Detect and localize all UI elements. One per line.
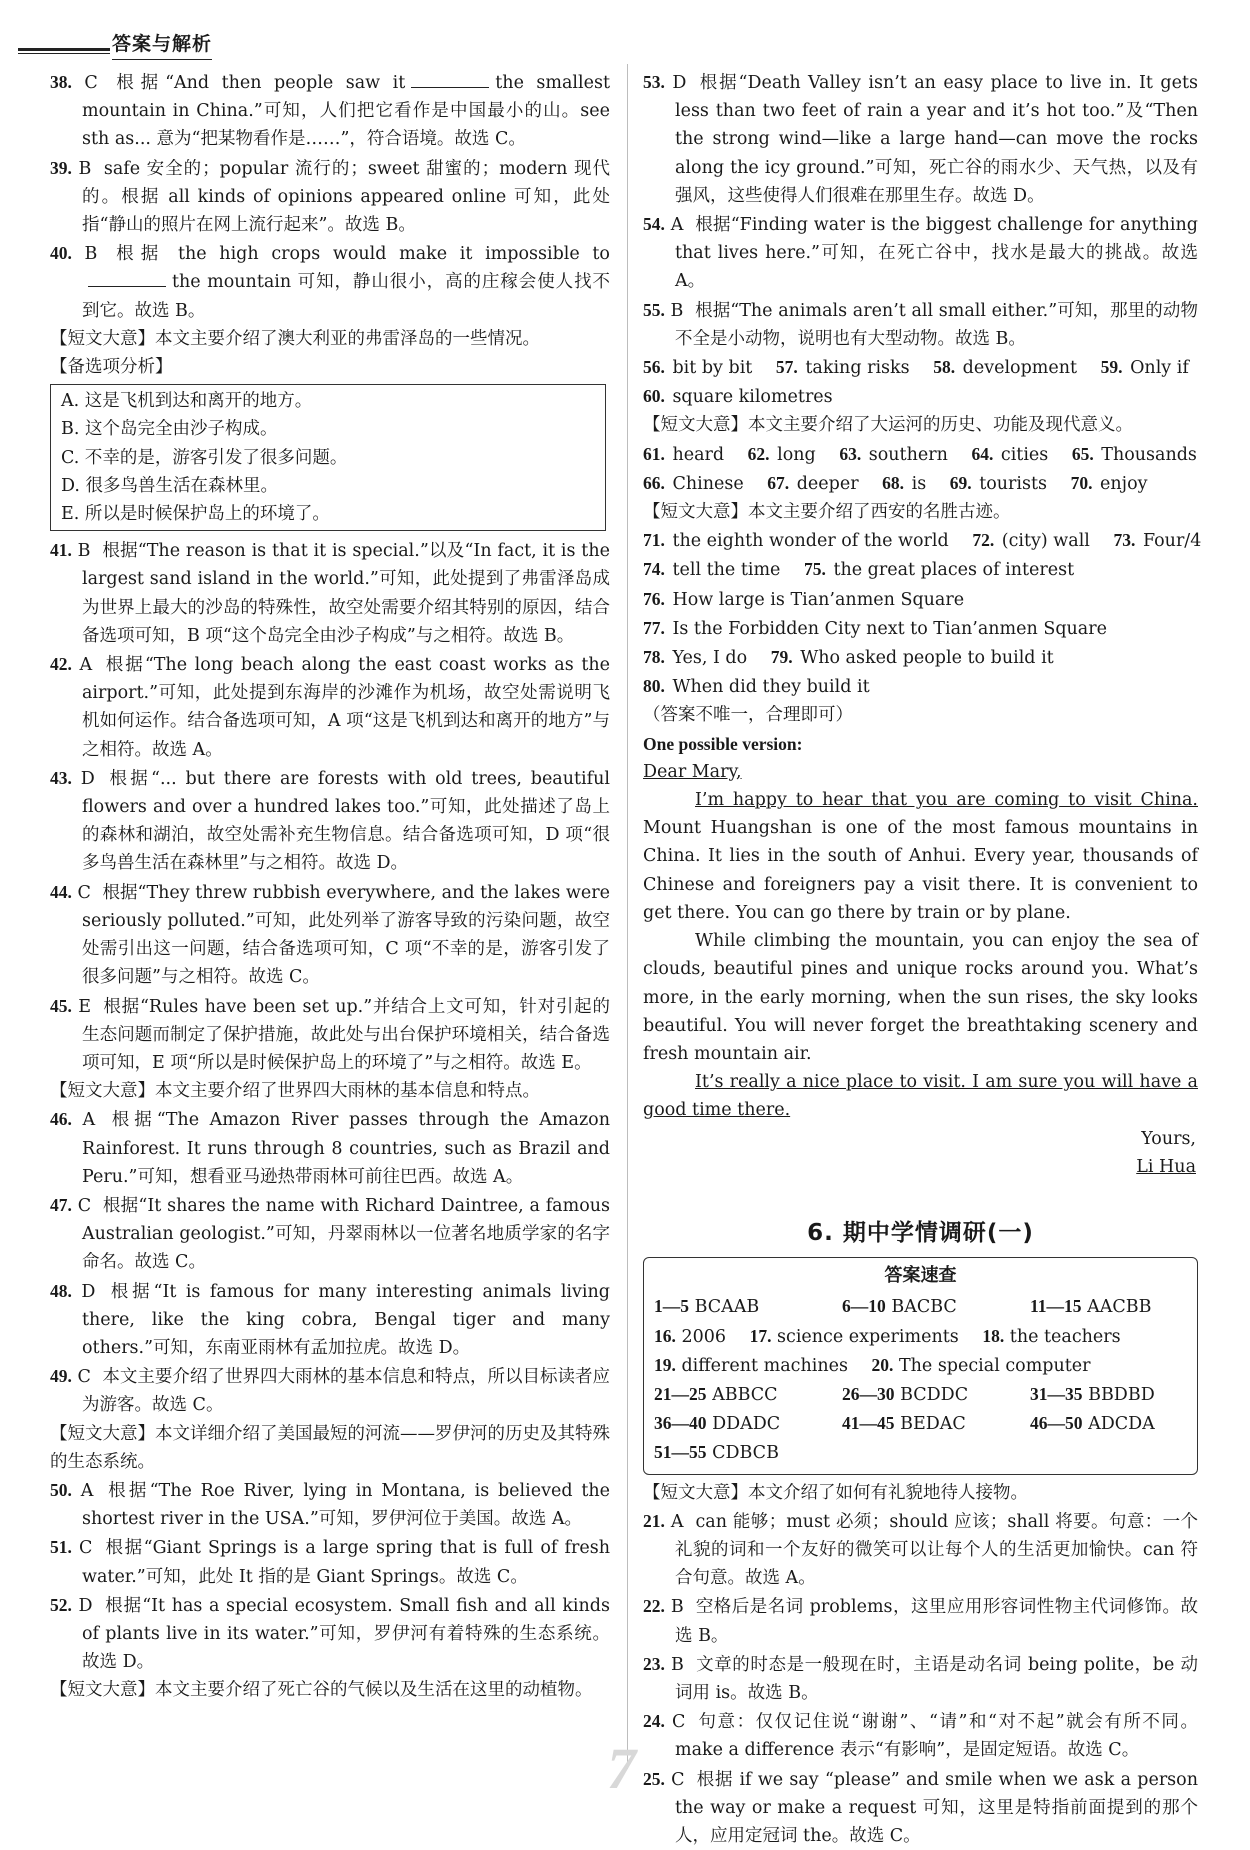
question-number: 77. <box>643 617 665 638</box>
question-number: 70. <box>1070 472 1093 493</box>
answer-text: taking risks <box>805 358 910 379</box>
question-range: 26—30 <box>842 1383 895 1404</box>
answer-grid-row <box>654 1292 1187 1321</box>
explanation-text: 根据“The Roe River, lying in Montana, is believed the shortest river in the USA.”可知，罗伊河位于美国。故选 A。 <box>82 1480 610 1530</box>
answer-letter: D <box>672 73 687 93</box>
answer-text: Who asked people to build it <box>800 648 1054 669</box>
question-number: 63. <box>839 443 862 464</box>
question-number: 55. <box>643 299 665 320</box>
essay-signature <box>643 1153 1198 1181</box>
answer-item <box>50 1533 610 1590</box>
question-number: 74. <box>643 559 665 580</box>
explanation-text: 根据“The long beach along the east coast works as the airport.”可知，此处提到东海岸的沙滩作为机场，故空处需说明飞机如何运作。结合备选项可知，A 项“这是飞机到达和离开的地方”与之相符。故选 A。 <box>82 655 610 760</box>
answer-item <box>643 1650 1198 1707</box>
answer-item <box>50 1105 610 1191</box>
sample-essay <box>643 730 1198 1181</box>
option-item: D. 很多鸟兽生活在森林里。 <box>61 475 279 496</box>
answer-letter: B <box>77 541 91 562</box>
answer-letter: D <box>78 1595 93 1616</box>
question-range: 41—45 <box>842 1413 895 1434</box>
answer-letter: B <box>671 1654 684 1675</box>
answer-item <box>50 239 610 325</box>
essay-closing: Yours, <box>1141 1128 1196 1149</box>
explanation-text: 根据“And then people saw it <box>116 73 406 93</box>
question-range: 31—35 <box>1030 1383 1083 1404</box>
answer-quick-check-box <box>643 1257 1198 1474</box>
answer-letters: BCDDC <box>900 1384 969 1405</box>
explanation-text: can 能够；must 必须；should 应该；shall 将要。句意：一个礼貌的词和一个友好的微笑可以让每个人的生活更加愉快。can 符合句意。故选 A。 <box>675 1511 1198 1589</box>
answer-text: heard <box>672 444 725 465</box>
answer-text: southern <box>868 444 948 465</box>
answer-letter: C <box>84 73 98 93</box>
explanation-text: 根据“It is famous for many interesting animals living there, like the king cobra, Bengal tiger and many others.”可知，东南亚雨林有孟加拉虎。故选 D。 <box>82 1281 610 1358</box>
explanation-text: 根据 the high crops would make it impossible to <box>116 244 610 265</box>
question-range: 36—40 <box>654 1413 707 1434</box>
answer-line <box>654 1322 1187 1351</box>
question-number: 40. <box>50 243 72 264</box>
answer-item <box>50 992 610 1078</box>
explanation-text: 根据“It has a special ecosystem. Small fish and all kinds of plants live in its water.”可知，罗伊河有着特殊的生态系统。故选 D。 <box>82 1595 610 1673</box>
option-item: B. 这个岛完全由沙子构成。 <box>61 419 278 440</box>
passage-summary: 【短文大意】本文主要介绍了澳大利亚的弗雷泽岛的一些情况。 <box>50 328 540 349</box>
question-number: 23. <box>643 1653 665 1674</box>
answer-text: the teachers <box>1009 1326 1121 1347</box>
passage-summary: 【短文大意】本文主要介绍了大运河的历史、功能及现代意义。 <box>643 415 1133 436</box>
answer-row <box>643 440 1198 469</box>
answer-grid-row <box>654 1438 1187 1467</box>
answer-text: science experiments <box>777 1326 959 1347</box>
answer-text: When did they build it <box>672 677 870 698</box>
essay-paragraph: While climbing the mountain, you can enjoy the sea of clouds, beautiful pines and unique rocks around you. What’s more, in the early morning, when the sun rises, the sky looks beautiful. You will never forget the breathtaking scenery and fresh mountain air. <box>643 931 1198 1064</box>
answer-text: tell the time <box>672 560 781 581</box>
question-number: 25. <box>643 1768 665 1789</box>
question-number: 17. <box>749 1325 772 1346</box>
explanation-text: 句意：仅仅记住说“谢谢”、“请”和“对不起”就会有所不同。make a difference 表示“有影响”，是固定短语。故选 C。 <box>675 1712 1198 1761</box>
options-heading: 【备选项分析】 <box>50 357 173 378</box>
page-number: 7 <box>607 1736 636 1801</box>
option-item: C. 不幸的是，游客引发了很多问题。 <box>61 447 348 468</box>
answer-text: Thousands <box>1101 444 1197 465</box>
answer-item <box>50 764 610 878</box>
passage-summary: 【短文大意】本文介绍了如何有礼貌地待人接物。 <box>643 1482 1028 1503</box>
answer-item <box>643 1765 1198 1850</box>
answer-letter: D <box>81 1281 96 1302</box>
blank-line <box>88 269 166 287</box>
question-number: 58. <box>933 357 956 378</box>
answer-item <box>50 878 610 992</box>
essay-paragraph <box>643 1068 1198 1124</box>
essay-paragraph <box>643 786 1198 927</box>
question-number: 64. <box>971 443 994 464</box>
answer-text: Is the Forbidden City next to Tian’anmen Square <box>672 618 1107 639</box>
question-number: 76. <box>643 588 665 609</box>
explanation-text: 空格后是名词 problems，这里应用形容词性物主代词修饰。故选 B。 <box>675 1597 1198 1646</box>
answer-text: deeper <box>796 473 859 494</box>
question-number: 24. <box>643 1711 665 1732</box>
explanation-text: 根据“... but there are forests with old trees, beautiful flowers and over a hundred lakes too.”可知，此处描述了岛上的森林和湖泊，故空处需补充生物信息。结合备选项可知，D 项“很多鸟兽生活在森林里”与之相符。故选 D。 <box>82 768 610 874</box>
question-number: 50. <box>50 1479 72 1500</box>
question-number: 71. <box>643 530 665 551</box>
answer-letters: BACBC <box>891 1297 957 1318</box>
question-range: 51—55 <box>654 1442 707 1463</box>
question-number: 44. <box>50 881 72 902</box>
answer-row <box>643 526 1202 555</box>
question-number: 18. <box>982 1325 1005 1346</box>
question-number: 66. <box>643 472 665 493</box>
answer-letter: D <box>80 768 95 789</box>
answer-letter: C <box>671 1769 685 1790</box>
explanation-text: 根据“The reason is that it is special.”以及“In fact, it is the largest sand island in the world.”可知，此处提到了弗雷泽岛成为世界上最大的沙岛的特殊性，故空处需要介绍其特别的原因，结合备选项可知，B 项“这个岛完全由沙子构成”与之相符。故选 B。 <box>82 541 610 646</box>
answer-letter: A <box>79 655 93 676</box>
page-header <box>18 22 233 62</box>
answer-letter: B <box>84 244 98 265</box>
answer-row <box>643 555 1198 584</box>
question-number: 20. <box>871 1354 894 1375</box>
explanation-text: 本文主要介绍了世界四大雨林的基本信息和特点，所以目标读者应为游客。故选 C。 <box>82 1367 610 1416</box>
answer-letters: BBDBD <box>1088 1384 1155 1405</box>
answer-letters: CDBCB <box>712 1443 779 1464</box>
answer-text: Only if <box>1130 358 1189 379</box>
passage-summary: 【短文大意】本文主要介绍了死亡谷的气候以及生活在这里的动植物。 <box>50 1680 593 1701</box>
essay-heading: One possible version: <box>643 733 803 754</box>
question-range: 46—50 <box>1030 1413 1083 1434</box>
essay-underlined-sentence: It’s really a nice place to visit. I am sure you will have a good time there. <box>643 1072 1198 1121</box>
answer-note: （答案不唯一，合理即可） <box>643 705 853 726</box>
answer-text: How large is Tian’anmen Square <box>672 589 965 610</box>
option-item: E. 所以是时候保护岛上的环境了。 <box>61 504 330 525</box>
answer-text: The special computer <box>898 1355 1091 1376</box>
answer-text: bit by bit <box>672 358 753 379</box>
answer-text: cities <box>1000 444 1049 465</box>
answer-letters: ABBCC <box>712 1384 778 1405</box>
question-number: 16. <box>654 1325 676 1346</box>
right-column <box>643 68 1202 1850</box>
answer-letter: C <box>671 1712 686 1733</box>
question-number: 79. <box>770 647 793 668</box>
answer-letter: A <box>670 1511 684 1532</box>
question-number: 45. <box>50 995 72 1016</box>
blank-line <box>411 70 489 88</box>
question-range: 21—25 <box>654 1383 707 1404</box>
question-number: 65. <box>1071 443 1094 464</box>
answer-letter: B <box>78 158 92 179</box>
answer-text: is <box>911 473 927 494</box>
answer-text: Four/4 <box>1142 531 1202 552</box>
question-number: 39. <box>50 157 72 178</box>
question-number: 61. <box>643 443 665 464</box>
question-number: 54. <box>643 214 665 235</box>
answer-letter: B <box>670 1597 684 1618</box>
answer-item <box>50 650 610 764</box>
answer-item <box>50 1191 610 1277</box>
question-number: 72. <box>972 530 995 551</box>
answer-item <box>50 1362 610 1419</box>
answer-text: development <box>962 358 1078 379</box>
question-number: 53. <box>643 72 665 92</box>
answer-item <box>643 296 1198 353</box>
answer-line <box>654 1351 1187 1380</box>
answer-letters: BCAAB <box>694 1297 760 1318</box>
answer-text: 2006 <box>681 1326 726 1347</box>
passage-summary: 【短文大意】本文主要介绍了世界四大雨林的基本信息和特点。 <box>50 1081 540 1102</box>
explanation-text: 根据“Finding water is the biggest challenge for anything that lives here.”可知，在死亡谷中，找水是最大的挑战。故选 A。 <box>675 215 1198 292</box>
question-number: 19. <box>654 1354 676 1375</box>
question-number: 62. <box>747 443 770 464</box>
question-number: 80. <box>643 676 665 697</box>
answer-text: the great places of interest <box>833 560 1075 581</box>
question-number: 21. <box>643 1510 665 1531</box>
answer-grid-row <box>654 1409 1187 1438</box>
answer-text: square kilometres <box>672 387 833 408</box>
question-number: 48. <box>50 1280 72 1301</box>
question-range: 6—10 <box>842 1296 886 1317</box>
answer-grid-row <box>654 1380 1187 1409</box>
answer-letter: C <box>79 1538 93 1559</box>
answer-text: (city) wall <box>1001 531 1090 552</box>
question-number: 43. <box>50 767 72 788</box>
header-title: 答案与解析 <box>112 29 212 60</box>
question-number: 75. <box>803 559 826 580</box>
essay-underlined-sentence: I’m happy to hear that you are coming to visit China. <box>695 790 1198 811</box>
answer-item <box>643 1507 1198 1593</box>
answer-letter: B <box>670 300 684 321</box>
question-range: 1—5 <box>654 1296 689 1317</box>
answer-item <box>643 68 1198 210</box>
answer-text: Chinese <box>672 473 744 494</box>
quick-check-title: 答案速查 <box>884 1265 957 1287</box>
explanation-text: 根据 if we say “please” and smile when we ask a person the way or make a request 可知，这里是特指前面提到的那个人，应用定冠词 the。故选 C。 <box>675 1769 1198 1846</box>
question-number: 22. <box>643 1596 665 1617</box>
explanation-text: 根据“Giant Springs is a large spring that is full of fresh water.”可知，此处 It 指的是 Giant Springs。故选 C。 <box>82 1538 610 1587</box>
question-number: 42. <box>50 654 72 675</box>
explanation-text: 根据“Rules have been set up.”并结合上文可知，针对引起的生态问题而制定了保护措施，故此处与出台保护环境相关，结合备选项可知，E 项“所以是时候保护岛上的环境了”与之相符。故选 E。 <box>82 996 610 1073</box>
question-number: 68. <box>882 472 905 493</box>
explanation-text: safe 安全的；popular 流行的；sweet 甜蜜的；modern 现代的。根据 all kinds of opinions appeared online 可知，此处指“静山的照片在网上流行起来”。故选 B。 <box>82 158 610 236</box>
answer-item <box>643 210 1198 296</box>
answer-letter: C <box>77 1367 91 1388</box>
answer-text: long <box>777 444 816 465</box>
answer-item <box>50 68 610 154</box>
answer-letters: DDADC <box>712 1414 781 1435</box>
answer-text: tourists <box>979 473 1047 494</box>
question-number: 52. <box>50 1594 72 1615</box>
answer-letters: BEDAC <box>900 1414 966 1435</box>
answer-letter: A <box>80 1480 94 1501</box>
question-number: 49. <box>50 1366 72 1387</box>
answer-letter: C <box>77 1195 92 1216</box>
answer-letters: AACBB <box>1087 1297 1152 1318</box>
explanation-text: 根据“Death Valley isn’t an easy place to live in. It gets less than two feet of rain a year and it’s hot too.”及“Then the strong wind—like a large hand—can move the rocks along the icy ground.”可知，死亡谷的雨水少、天气热，以及有强风，这些使得人们很难在那里生存。故选 D。 <box>675 73 1198 206</box>
question-range: 11—15 <box>1030 1296 1082 1317</box>
answer-item <box>50 154 610 240</box>
question-number: 51. <box>50 1537 72 1558</box>
answer-text: enjoy <box>1100 473 1148 494</box>
answer-text: different machines <box>681 1355 848 1376</box>
answer-row <box>643 643 1198 672</box>
answer-text: Yes, I do <box>672 648 748 669</box>
answer-row <box>643 382 1198 411</box>
answer-item <box>643 1707 1198 1764</box>
question-number: 59. <box>1100 357 1123 378</box>
answer-item <box>50 1277 610 1363</box>
question-number: 69. <box>949 472 972 493</box>
question-number: 73. <box>1113 530 1136 551</box>
answer-row <box>643 614 1198 643</box>
question-number: 78. <box>643 647 665 668</box>
answer-row <box>643 353 1198 382</box>
answer-item <box>50 1591 610 1677</box>
explanation-text: the smallest mountain in China.”可知，人们把它看作是中国最小的山。see sth as... 意为“把某物看作是……”，符合语境。故选 C。 <box>82 73 610 150</box>
answer-item <box>643 1592 1198 1649</box>
question-number: 47. <box>50 1194 72 1215</box>
answer-row <box>643 672 1198 701</box>
question-number: 38. <box>50 72 72 92</box>
question-number: 60. <box>643 386 665 407</box>
answer-item <box>50 536 610 650</box>
question-number: 41. <box>50 540 72 561</box>
explanation-text: 根据“They threw rubbish everywhere, and the lakes were seriously polluted.”可知，此处列举了游客导致的污染问题，故空处需引出这一问题，结合备选项可知，C 项“不幸的是，游客引发了很多问题”与之相符。故选 C。 <box>82 882 610 988</box>
explanation-text: 根据“The Amazon River passes through the Amazon Rainforest. It runs through 8 countries, such as Brazil and Peru.”可知，想看亚马逊热带雨林可前往巴西。故选 A。 <box>82 1110 610 1187</box>
explanation-text: 根据“The animals aren’t all small either.”可知，那里的动物不全是小动物，说明也有大型动物。故选 B。 <box>675 300 1198 349</box>
question-number: 46. <box>50 1109 72 1130</box>
answer-letter: E <box>78 996 92 1017</box>
explanation-text: the mountain 可知，静山很小，高的庄稼会使人找不到它。故选 B。 <box>82 272 610 321</box>
column-divider <box>627 64 628 1769</box>
question-number: 67. <box>767 472 790 493</box>
question-number: 57. <box>775 357 798 378</box>
header-rule <box>18 48 110 54</box>
answer-letter: A <box>670 215 684 236</box>
answer-item <box>50 1476 610 1533</box>
answer-row <box>643 585 1198 614</box>
passage-summary: 【短文大意】本文详细介绍了美国最短的河流——罗伊河的历史及其特殊的生态系统。 <box>50 1423 610 1472</box>
option-item: A. 这是飞机到达和离开的地方。 <box>61 391 313 412</box>
answer-row <box>643 469 1198 498</box>
signature-name: Li Hua <box>1136 1156 1196 1177</box>
left-column <box>50 68 610 1705</box>
question-number: 56. <box>643 357 665 378</box>
answer-text: the eighth wonder of the world <box>672 531 949 552</box>
answer-letters: ADCDA <box>1088 1414 1155 1435</box>
essay-greeting: Dear Mary, <box>643 761 742 782</box>
answer-letter: C <box>77 882 91 903</box>
section-title: 6. 期中学情调研(一) <box>807 1219 1034 1246</box>
explanation-text: 根据“It shares the name with Richard Daintree, a famous Australian geologist.”可知，丹翠雨林以一位著名地质学家的名字命名。故选 C。 <box>82 1195 610 1273</box>
options-box <box>50 384 606 531</box>
passage-summary: 【短文大意】本文主要介绍了西安的名胜古迹。 <box>643 502 1011 523</box>
answer-letter: A <box>82 1110 96 1131</box>
explanation-text: 文章的时态是一般现在时，主语是动名词 being polite，be 动词用 is。故选 B。 <box>675 1654 1198 1703</box>
essay-text: Mount Huangshan is one of the most famous mountains in China. It lies in the south of Anhui. Every year, thousands of Chinese and foreigners pay a visit there. It is convenient to get there. You can go there by train or by plane. <box>643 818 1198 923</box>
